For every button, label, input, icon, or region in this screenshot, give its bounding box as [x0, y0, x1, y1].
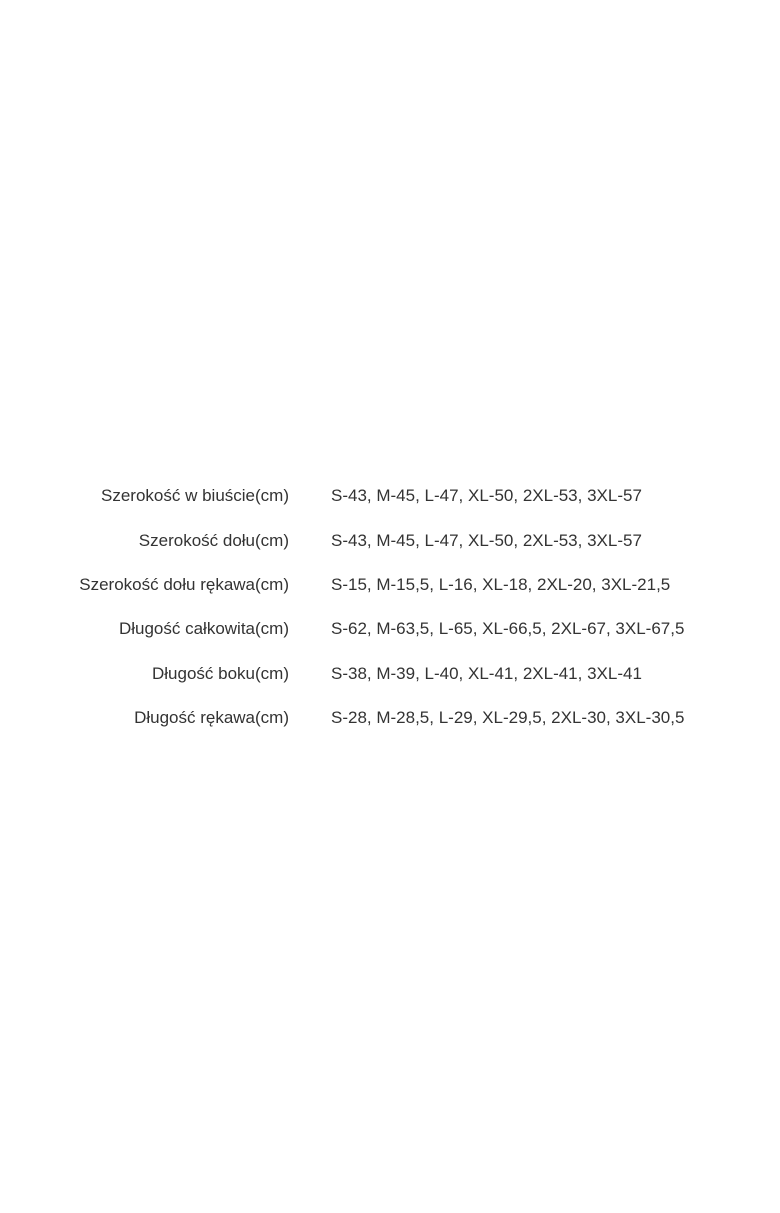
- size-value: S-43, M-45, L-47, XL-50, 2XL-53, 3XL-57: [331, 486, 642, 506]
- size-value: S-38, M-39, L-40, XL-41, 2XL-41, 3XL-41: [331, 663, 642, 683]
- size-row-sleeve-opening-width: [0, 563, 780, 607]
- size-label: Szerokość dołu(cm): [138, 530, 289, 550]
- size-row-total-length: [0, 607, 780, 651]
- size-row-bust-width: [0, 474, 780, 518]
- size-label: Szerokość w biuście(cm): [101, 486, 289, 506]
- size-label: Długość rękawa(cm): [134, 708, 289, 728]
- size-table: [0, 474, 780, 740]
- size-value: S-43, M-45, L-47, XL-50, 2XL-53, 3XL-57: [331, 530, 642, 550]
- size-value: S-15, M-15,5, L-16, XL-18, 2XL-20, 3XL-21,5: [331, 574, 671, 594]
- size-value: S-28, M-28,5, L-29, XL-29,5, 2XL-30, 3XL-30,5: [331, 708, 685, 728]
- size-label: Długość boku(cm): [152, 663, 289, 683]
- size-row-bottom-width: [0, 518, 780, 562]
- size-label: Szerokość dołu rękawa(cm): [79, 574, 289, 594]
- size-label: Długość całkowita(cm): [118, 619, 289, 639]
- size-row-sleeve-length: [0, 696, 780, 740]
- size-value: S-62, M-63,5, L-65, XL-66,5, 2XL-67, 3XL-67,5: [331, 619, 685, 639]
- size-row-side-length: [0, 652, 780, 696]
